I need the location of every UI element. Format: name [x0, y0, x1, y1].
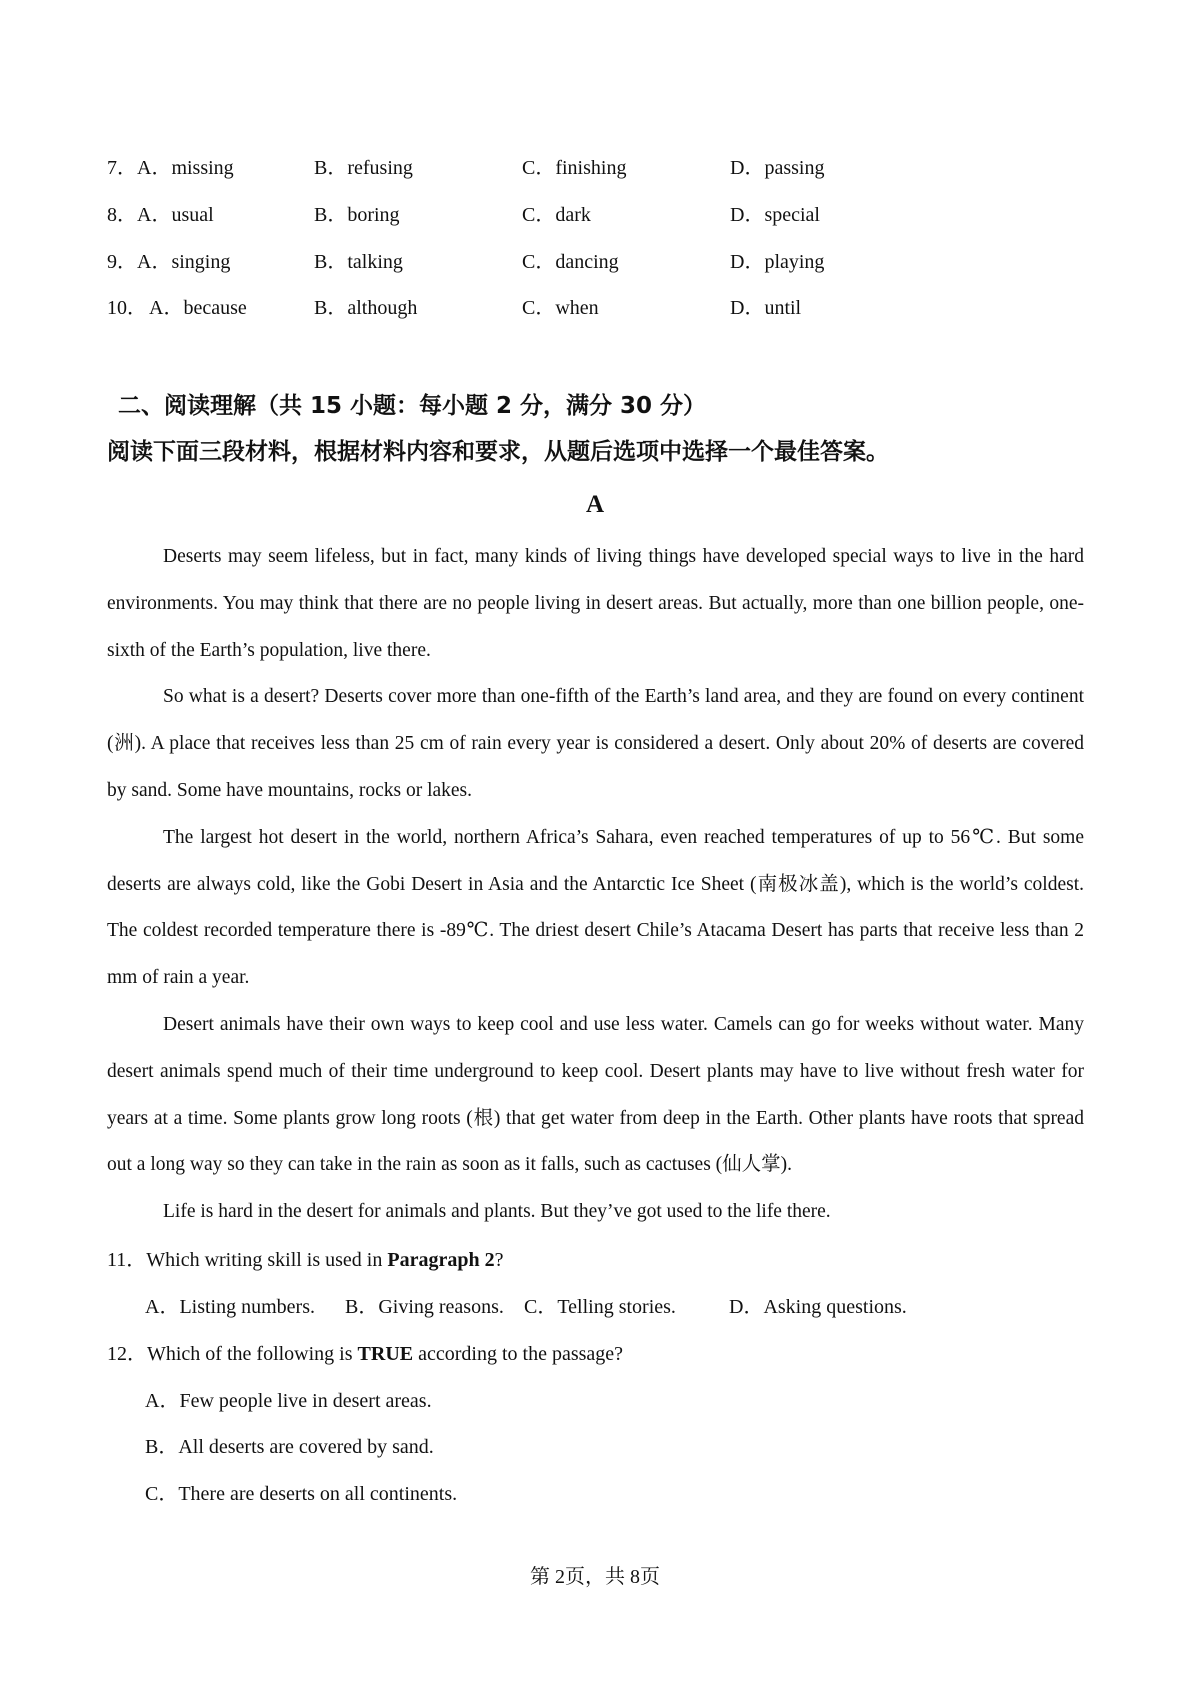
option-d: D．passing: [730, 157, 825, 179]
option-a: A．singing: [137, 251, 231, 273]
option-d: D．until: [730, 297, 802, 319]
option-c: C．dark: [522, 204, 591, 226]
section-title: 二、阅读理解（共 15 小题：每小题 2 分，满分 30 分）: [118, 393, 707, 419]
stem-text-end: ?: [494, 1249, 504, 1271]
question-number: 11．: [107, 1249, 147, 1271]
question-number: 7．: [107, 157, 137, 179]
option-d: D．special: [730, 204, 820, 226]
question-12-stem: [107, 1339, 623, 1369]
question-11-option-b: B．Giving reasons.: [345, 1296, 504, 1318]
passage-paragraph-4: Desert animals have their own ways to keep cool and use less water. Camels can go for weeks without water. Many desert animals spend much of their time underground to keep cool. Desert plants may have to live without fresh water for years at a time. Some plants grow long roots (根) that get water from deep in the Earth. Other plants have roots that spread out a long way so they can take in the rain as soon as it falls, such as cactuses (仙人掌).: [107, 1013, 1084, 1176]
question-number: 10．: [107, 297, 147, 319]
option-a: A．missing: [137, 157, 234, 179]
passage-label: A: [585, 491, 605, 518]
question-number: 9．: [107, 251, 137, 273]
option-c: C．finishing: [522, 157, 627, 179]
passage-paragraph-3: The largest hot desert in the world, northern Africa’s Sahara, even reached temperatures of up to 56℃. But some deserts are always cold, like the Gobi Desert in Asia and the Antarctic Ice Sheet (南极冰盖), which is the world’s coldest. The coldest recorded temperature there is -89℃. The driest desert Chile’s Atacama Desert has parts that receive less than 2 mm of rain a year.: [107, 826, 1084, 989]
option-b: B．refusing: [314, 157, 413, 179]
stem-emphasis: Paragraph 2: [387, 1249, 495, 1271]
question-number: 8．: [107, 204, 137, 226]
option-a: A．because: [149, 297, 247, 319]
option-d: D．playing: [730, 251, 825, 273]
page-indicator: 第 2页，共 8页: [530, 1566, 660, 1588]
question-12-option-c: C．There are deserts on all continents.: [145, 1483, 458, 1505]
question-number: 12．: [107, 1343, 147, 1365]
passage-paragraph-2: So what is a desert? Deserts cover more than one-fifth of the Earth’s land area, and they are found on every continent (洲). A place that receives less than 25 cm of rain every year is considered a desert. Only about 20% of deserts are covered by sand. Some have mountains, rocks or lakes.: [107, 686, 1084, 801]
question-12-option-a: A．Few people live in desert areas.: [145, 1390, 432, 1412]
stem-emphasis: TRUE: [357, 1343, 414, 1365]
stem-text: Which of the following is: [147, 1343, 358, 1365]
option-b: B．boring: [314, 204, 400, 226]
question-11-option-a: A．Listing numbers.: [145, 1296, 315, 1318]
option-b: B．although: [314, 297, 418, 319]
question-11-option-d: D．Asking questions.: [729, 1296, 907, 1318]
option-b: B．talking: [314, 251, 403, 273]
option-c: C．when: [522, 297, 599, 319]
option-c: C．dancing: [522, 251, 619, 273]
option-a: A．usual: [137, 204, 214, 226]
question-11-option-c: C．Telling stories.: [524, 1296, 676, 1318]
stem-text-end: according to the passage?: [413, 1343, 624, 1365]
passage-paragraph-5: Life is hard in the desert for animals and plants. But they’ve got used to the life there.: [163, 1201, 831, 1223]
section-instruction: 阅读下面三段材料，根据材料内容和要求，从题后选项中选择一个最佳答案。: [107, 439, 889, 465]
stem-text: Which writing skill is used in: [146, 1249, 388, 1271]
question-11-stem: [107, 1245, 503, 1275]
passage-body: [107, 534, 1084, 1236]
passage-paragraph-1: Deserts may seem lifeless, but in fact, many kinds of living things have developed special ways to live in the hard environments. You may think that there are no people living in desert areas. But actually, more than one billion people, one-sixth of the Earth’s population, live there.: [107, 546, 1084, 661]
question-12-option-b: B．All deserts are covered by sand.: [145, 1436, 434, 1458]
